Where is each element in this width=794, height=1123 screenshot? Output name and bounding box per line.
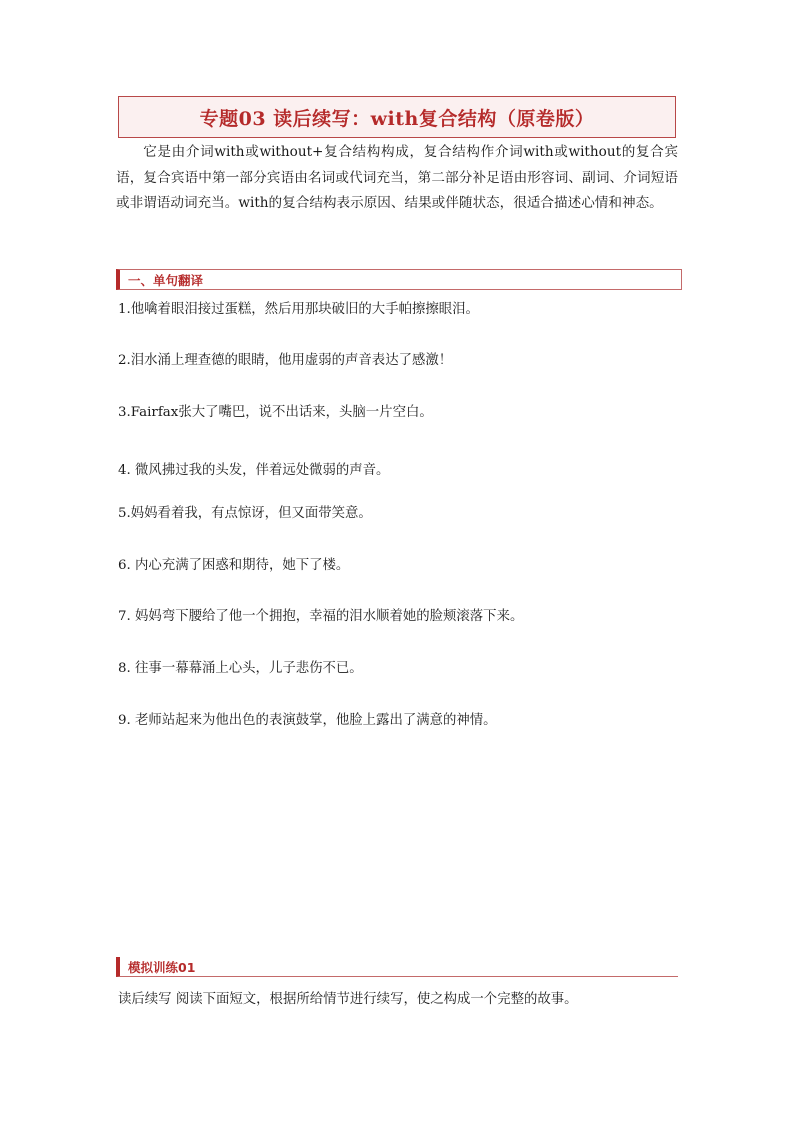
section-header-practice — [116, 957, 678, 977]
page-title: 专题03 读后续写：with复合结构（原卷版） — [199, 107, 595, 130]
section-label-translation: 一、单句翻译 — [128, 272, 204, 288]
sentence-8: 8. 往事一幕幕涌上心头，儿子悲伤不已。 — [118, 661, 363, 676]
section-header-translation — [116, 269, 682, 290]
sentence-6: 6. 内心充满了困惑和期待，她下了楼。 — [118, 558, 350, 573]
sentence-5: 5.妈妈看着我，有点惊讶，但又面带笑意。 — [118, 506, 372, 521]
sentence-7: 7. 妈妈弯下腰给了他一个拥抱，幸福的泪水顺着她的脸颊滚落下来。 — [118, 609, 524, 624]
title-box — [118, 96, 676, 138]
sentence-2: 2.泪水涌上理查德的眼睛，他用虚弱的声音表达了感激！ — [118, 353, 453, 368]
sentence-3: 3.Fairfax张大了嘴巴，说不出话来，头脑一片空白。 — [118, 405, 433, 420]
intro-paragraph: 它是由介词with或without+复合结构构成，复合结构作介词with或without的复合宾语，复合宾语中第一部分宾语由名词或代词充当，第二部分补足语由形容词、副词、介词短语或非谓语动词充当。with的复合结构表示原因、结果或伴随状态，很适合描述心情和神态。 — [116, 144, 678, 211]
sentence-1: 1.他噙着眼泪接过蛋糕，然后用那块破旧的大手帕擦擦眼泪。 — [118, 302, 479, 317]
sentence-9: 9. 老师站起来为他出色的表演鼓掌，他脸上露出了满意的神情。 — [118, 713, 497, 728]
sentence-4: 4. 微风拂过我的头发，伴着远处微弱的声音。 — [118, 463, 390, 478]
section-label-practice: 模拟训练01 — [128, 959, 196, 975]
practice-instruction: 读后续写 阅读下面短文，根据所给情节进行续写，使之构成一个完整的故事。 — [118, 992, 578, 1007]
